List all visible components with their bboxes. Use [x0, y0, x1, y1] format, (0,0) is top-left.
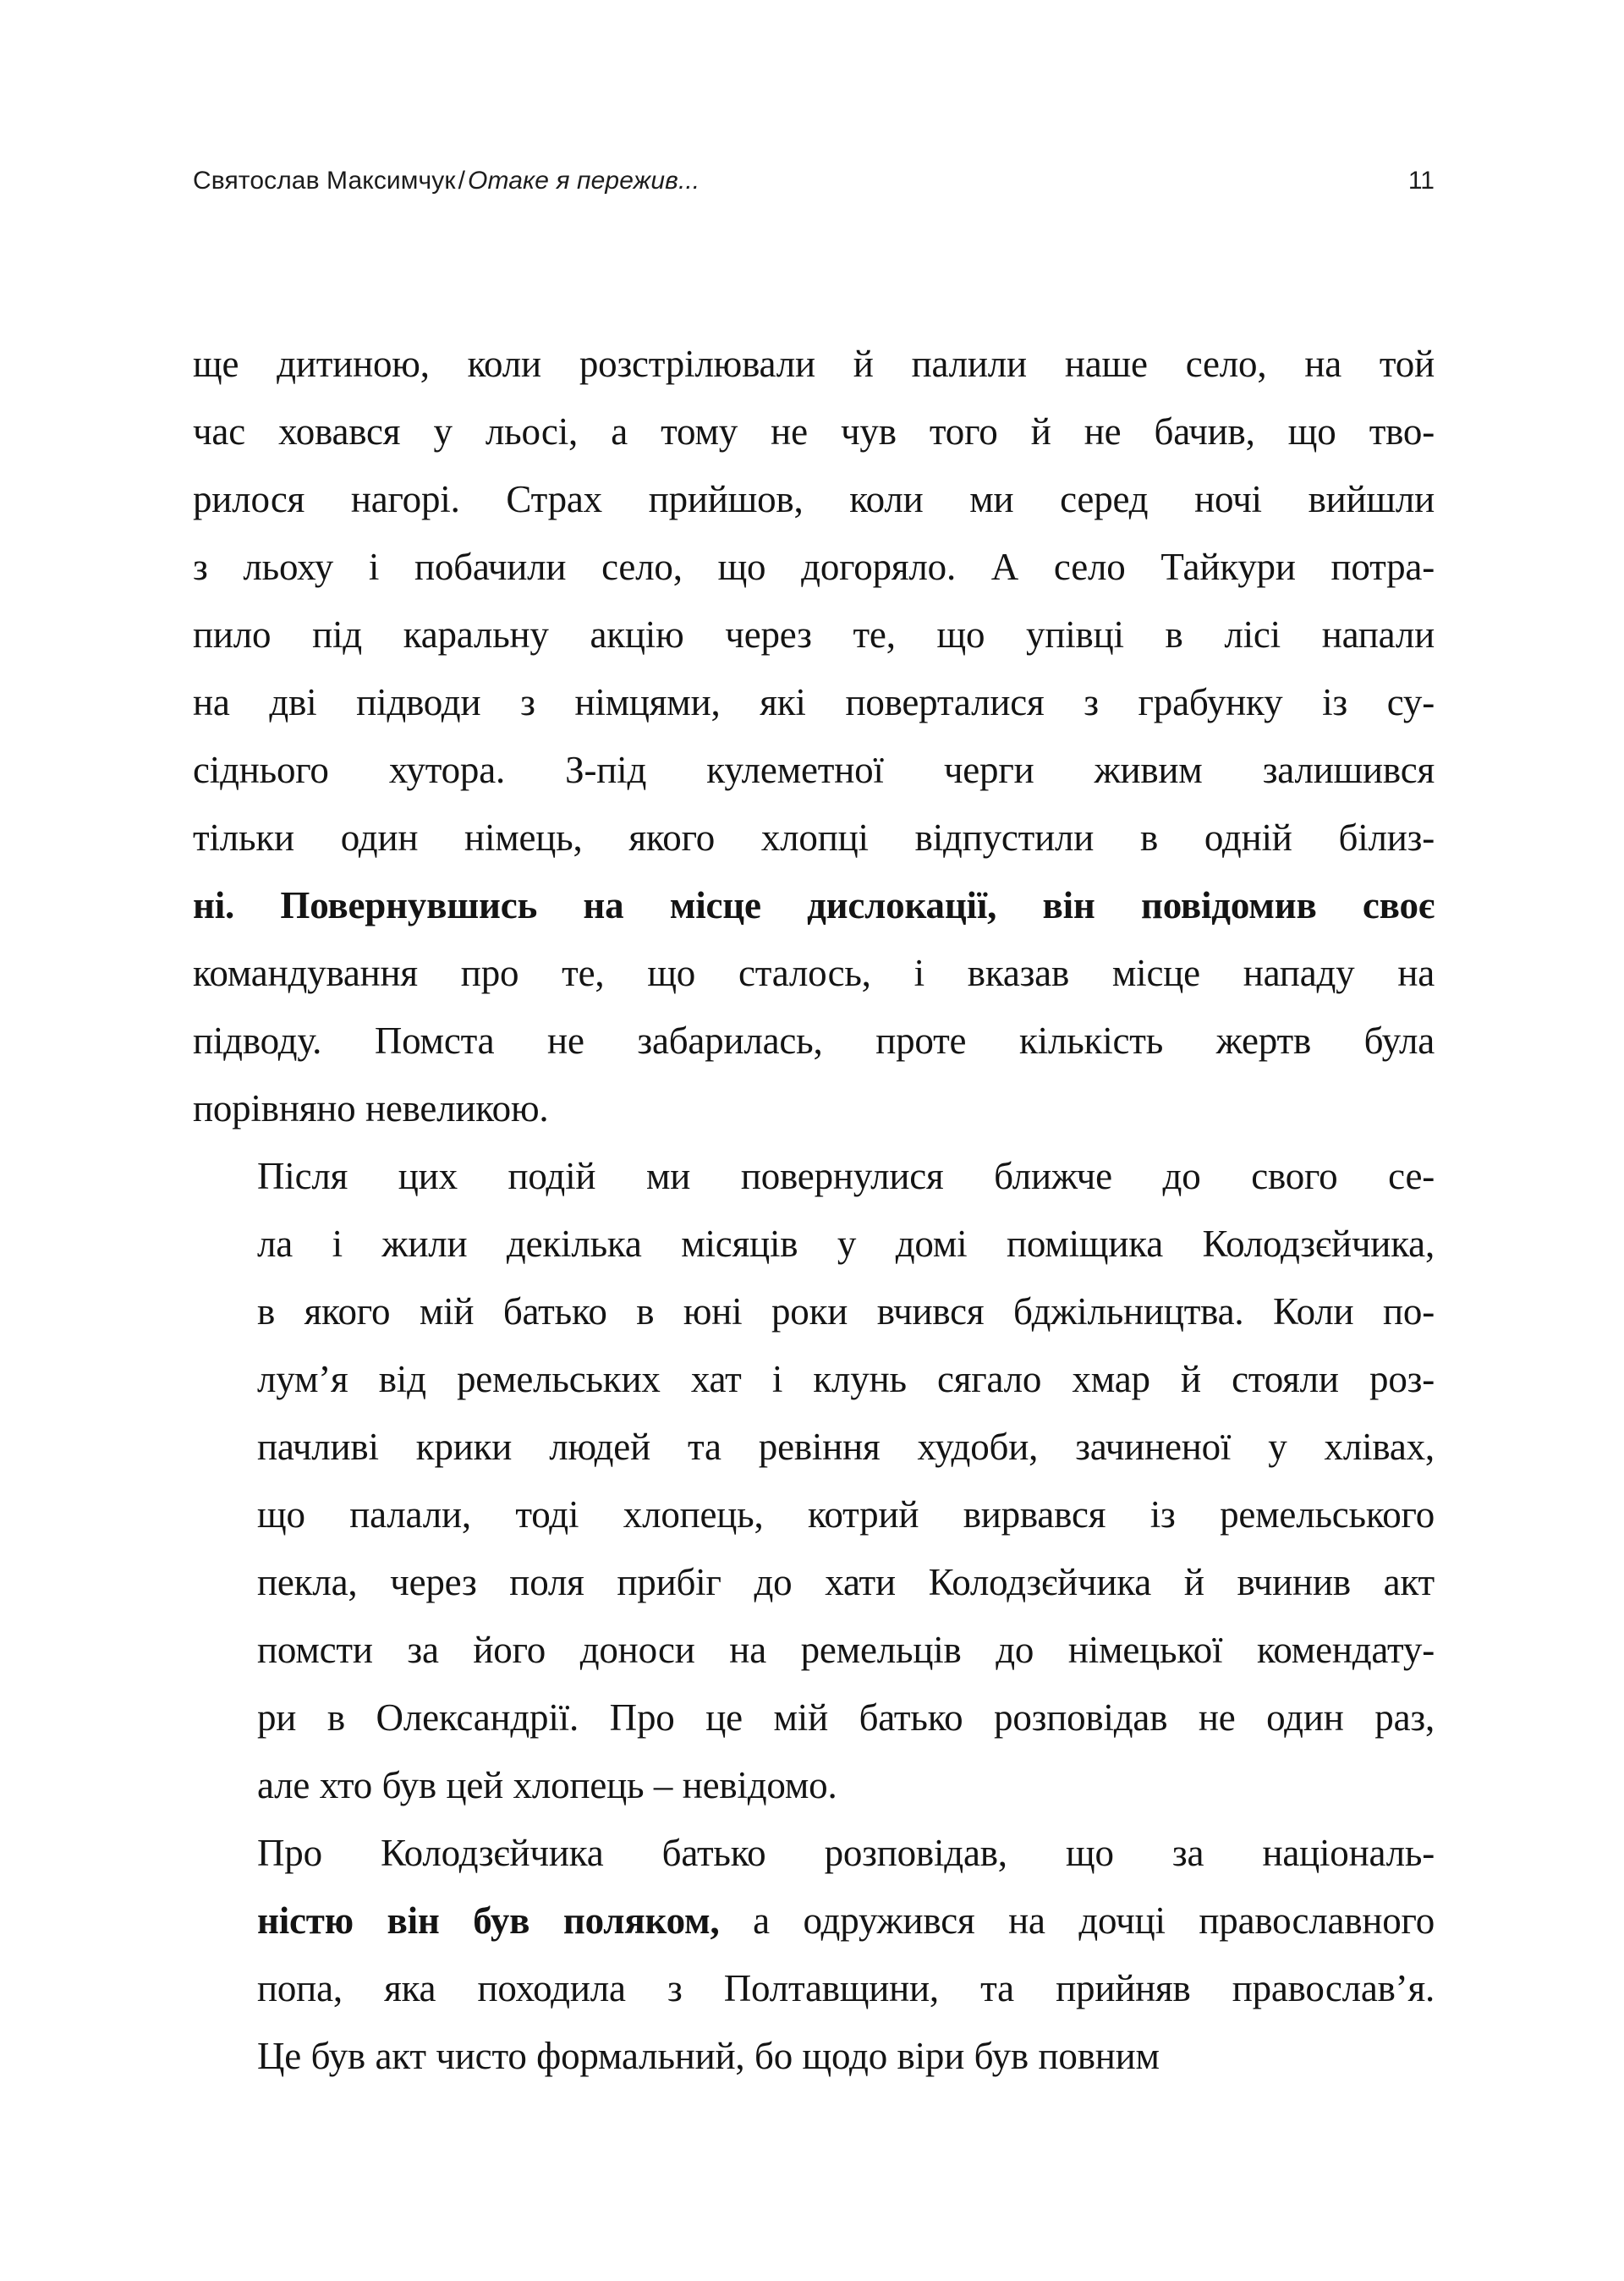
paragraph-3 [193, 1819, 1435, 2090]
running-head-title: Отаке я пережив... [468, 167, 700, 195]
text-line [193, 1887, 1435, 1954]
text-line: пачливі крики людей та ревіння худоби, зачиненої у хлівах, [257, 1426, 1435, 1468]
text-block [193, 330, 1435, 2090]
paragraph-1 [193, 330, 1435, 1142]
text-line: що палали, тоді хлопець, котрий вирвався із ремельського [257, 1493, 1435, 1536]
text-line: сіднього хутора. З-під кулеметної черги живим залишився [193, 749, 1435, 791]
text-line: в якого мій батько в юні роки вчився бджільництва. Коли по- [257, 1290, 1435, 1333]
text-line: помсти за його доноси на ремельців до німецької комендату- [257, 1629, 1435, 1671]
emphasised-text: ністю він був поляком, [257, 1899, 720, 1942]
text-line: на дві підводи з німцями, які поверталися з грабунку із су- [193, 681, 1435, 723]
text-line: Про Колодзєйчика батько розповідав, що за національ- [257, 1832, 1435, 1874]
text-line: порівняно невеликою. [193, 1087, 549, 1130]
text-line: лум’я від ремельських хат і клунь сягало хмар й стояли роз- [257, 1358, 1435, 1400]
text-line: ще дитиною, коли розстрілювали й палили наше село, на той [193, 343, 1435, 385]
text-line: з льоху і побачили село, що догоряло. А село Тайкури потра- [193, 546, 1435, 588]
text-line: Після цих подій ми повернулися ближче до свого се- [257, 1155, 1435, 1197]
text-line: пекла, через поля прибіг до хати Колодзєйчика й вчинив акт [257, 1561, 1435, 1603]
paragraph-2 [193, 1142, 1435, 1819]
text-line: пило під каральну акцію через те, що упівці в лісі напали [193, 613, 1435, 656]
page-number: 11 [1407, 167, 1435, 195]
text-line [193, 871, 1435, 939]
running-head [193, 166, 1435, 205]
text-line: рилося нагорі. Страх прийшов, коли ми серед ночі вийшли [193, 478, 1435, 520]
text-line: тільки один німець, якого хлопці відпустили в одній білиз- [193, 816, 1435, 859]
text-line: але хто був цей хлопець – невідомо. [257, 1764, 837, 1806]
text-line: командування про те, що сталось, і вказав місце нападу на [193, 952, 1435, 994]
text-line: попа, яка походила з Полтавщини, та прийняв православ’я. [257, 1967, 1435, 2009]
text-line: підводу. Помста не забарилась, проте кількість жертв була [193, 1020, 1435, 1062]
running-head-separator: / [458, 167, 466, 195]
text-line: ла і жили декілька місяців у домі поміщика Колодзєйчика, [257, 1223, 1435, 1265]
text-line: ри в Олександрії. Про це мій батько розповідав не один раз, [257, 1696, 1435, 1739]
text-line: Це був акт чисто формальний, бо щодо віри був повним [257, 2035, 1160, 2077]
emphasised-text: ні. Повернувшись на місце дислокації, він повідомив своє [193, 884, 1435, 926]
text-run: а одружився на дочці православного [719, 1899, 1435, 1942]
running-head-author: Святослав Максимчук [193, 167, 456, 195]
text-line: час ховався у льосі, а тому не чув того й не бачив, що тво- [193, 410, 1435, 453]
running-head-text [193, 166, 700, 196]
